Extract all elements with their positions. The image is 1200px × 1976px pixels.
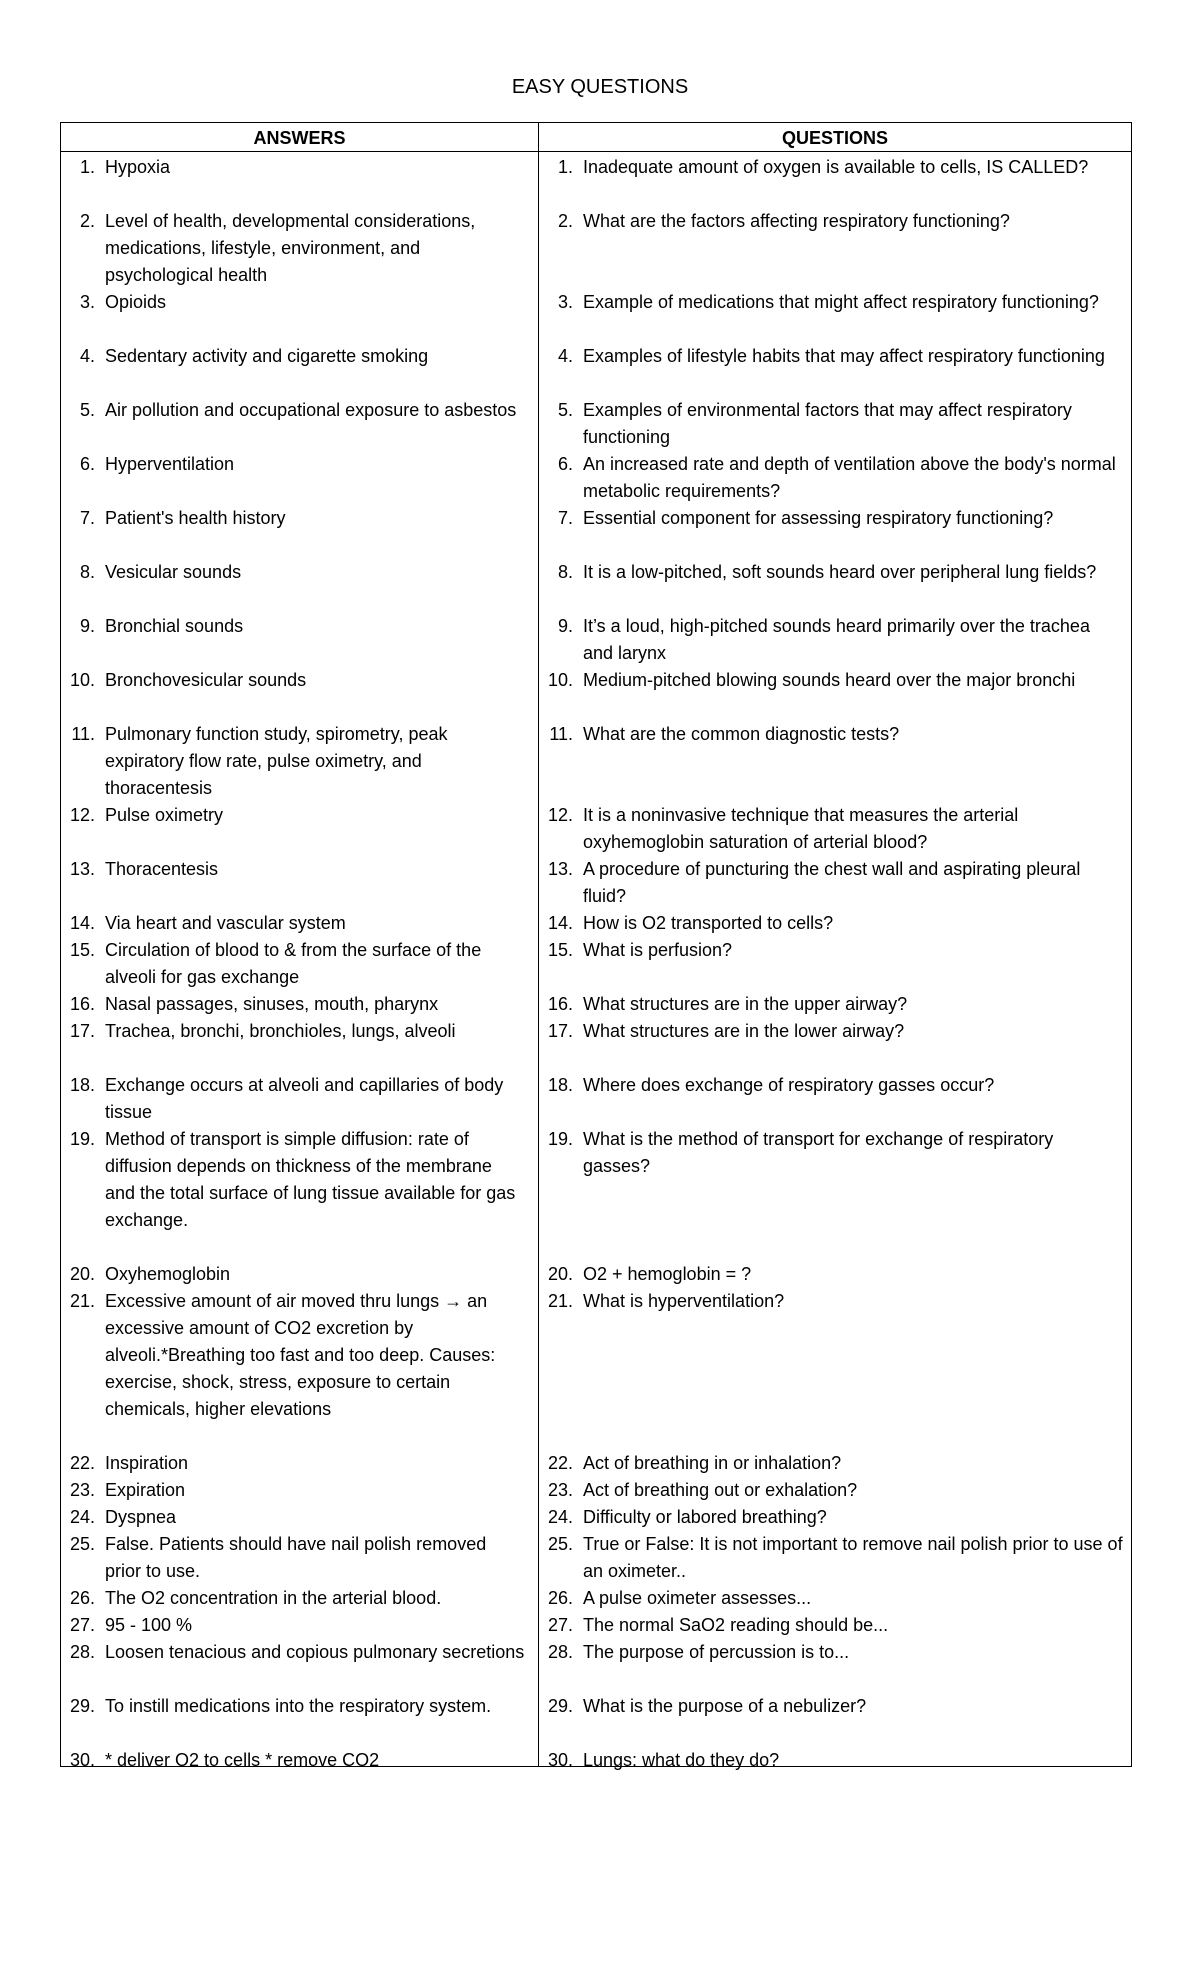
question-number: 19.	[547, 1129, 573, 1149]
answer-number: 10.	[69, 670, 95, 690]
question-number: 18.	[547, 1075, 573, 1095]
question-number: 30.	[547, 1750, 573, 1770]
answer-text: Bronchovesicular sounds	[105, 670, 307, 690]
answer-item	[79, 289, 525, 316]
question-number: 7.	[557, 508, 573, 528]
answer-text: Hypoxia	[105, 157, 171, 177]
answer-item	[71, 721, 525, 802]
answer-text: Thoracentesis	[105, 859, 219, 879]
question-text: Lungs: what do they do?	[583, 1750, 780, 1770]
answer-item	[79, 505, 525, 532]
answer-text: 95 - 100 %	[105, 1615, 193, 1635]
question-number: 21.	[547, 1291, 573, 1311]
question-item	[557, 397, 1123, 451]
answer-number: 28.	[69, 1642, 95, 1662]
answer-text: False. Patients should have nail polish removed prior to use.	[105, 1534, 487, 1581]
question-item	[557, 613, 1123, 667]
answer-number: 2.	[79, 211, 95, 231]
question-item	[547, 667, 1123, 694]
question-item	[557, 559, 1123, 586]
answer-text: Loosen tenacious and copious pulmonary secretions	[105, 1642, 525, 1662]
question-number: 20.	[547, 1264, 573, 1284]
answer-text: To instill medications into the respiratory system.	[105, 1696, 492, 1716]
answer-text: Patient's health history	[105, 508, 286, 528]
answer-text: Trachea, bronchi, bronchioles, lungs, alveoli	[105, 1021, 456, 1041]
answer-item	[69, 991, 525, 1018]
question-number: 3.	[557, 292, 573, 312]
question-item	[547, 1018, 1123, 1045]
page-title: EASY QUESTIONS	[511, 76, 689, 98]
answer-item	[69, 910, 525, 937]
answer-number: 30.	[69, 1750, 95, 1770]
answer-item	[69, 937, 525, 991]
question-text: It is a low-pitched, soft sounds heard over peripheral lung fields?	[583, 562, 1097, 582]
question-text: What are the common diagnostic tests?	[583, 724, 900, 744]
question-number: 14.	[547, 913, 573, 933]
question-text: Inadequate amount of oxygen is available to cells, IS CALLED?	[583, 157, 1089, 177]
question-text: What is hyperventilation?	[583, 1291, 785, 1311]
qa-table	[60, 122, 1132, 1770]
answer-item	[69, 667, 525, 694]
answer-text: Nasal passages, sinuses, mouth, pharynx	[105, 994, 439, 1014]
answer-number: 7.	[79, 508, 95, 528]
question-item	[547, 991, 1123, 1018]
question-item	[547, 1531, 1123, 1585]
question-item	[547, 1693, 1123, 1720]
answer-text: Method of transport is simple diffusion: rate of diffusion depends on thickness of the membrane and the total surface of lung tissue available for gas exchange.	[105, 1129, 516, 1230]
answer-item	[79, 343, 525, 370]
question-item	[547, 910, 1123, 937]
question-number: 6.	[557, 454, 573, 474]
answer-text: Pulmonary function study, spirometry, peak expiratory flow rate, pulse oximetry, and thoracentesis	[105, 724, 448, 798]
answer-item	[69, 1612, 525, 1639]
answer-number: 19.	[69, 1129, 95, 1149]
answer-number: 16.	[69, 994, 95, 1014]
question-item	[547, 1261, 1123, 1288]
question-number: 17.	[547, 1021, 573, 1041]
answer-number: 29.	[69, 1696, 95, 1716]
answer-text: Bronchial sounds	[105, 616, 244, 636]
header-rule	[61, 151, 1131, 152]
question-number: 9.	[557, 616, 573, 636]
question-number: 25.	[547, 1534, 573, 1554]
answer-item	[69, 1018, 525, 1045]
question-item	[557, 505, 1123, 532]
answer-text: Pulse oximetry	[105, 805, 224, 825]
answer-number: 11.	[71, 724, 95, 744]
answer-number: 4.	[79, 346, 95, 366]
question-item	[547, 1072, 1123, 1099]
question-number: 15.	[547, 940, 573, 960]
question-item	[549, 721, 1123, 748]
question-item	[547, 1612, 1123, 1639]
answer-item	[69, 1747, 525, 1774]
answer-item	[79, 397, 525, 424]
questions-header: QUESTIONS	[781, 128, 888, 148]
answer-item	[79, 154, 525, 181]
answer-text: Exchange occurs at alveoli and capillaries of body tissue	[105, 1075, 504, 1122]
question-text: Examples of lifestyle habits that may affect respiratory functioning	[583, 346, 1105, 366]
question-text: It is a noninvasive technique that measures the arterial oxyhemoglobin saturation of arterial blood?	[583, 805, 1019, 852]
question-item	[557, 343, 1123, 370]
question-number: 24.	[547, 1507, 573, 1527]
answer-text: Via heart and vascular system	[105, 913, 346, 933]
question-item	[547, 937, 1123, 964]
answer-text: The O2 concentration in the arterial blood.	[105, 1588, 442, 1608]
answer-item	[69, 1072, 525, 1126]
question-item	[557, 289, 1123, 316]
answer-item	[69, 1288, 525, 1423]
question-number: 13.	[547, 859, 573, 879]
answer-number: 5.	[79, 400, 95, 420]
question-number: 29.	[547, 1696, 573, 1716]
question-text: What is the purpose of a nebulizer?	[583, 1696, 867, 1716]
answer-text: Opioids	[105, 292, 167, 312]
question-text: What is perfusion?	[583, 940, 733, 960]
question-number: 10.	[547, 670, 573, 690]
question-number: 12.	[547, 805, 573, 825]
question-text: Examples of environmental factors that may affect respiratory functioning	[583, 400, 1072, 447]
answer-number: 23.	[69, 1480, 95, 1500]
question-number: 11.	[549, 724, 573, 744]
answer-item	[79, 613, 525, 640]
answer-number: 22.	[69, 1453, 95, 1473]
answer-text: Oxyhemoglobin	[105, 1264, 231, 1284]
answer-number: 12.	[69, 805, 95, 825]
question-text: A procedure of puncturing the chest wall and aspirating pleural fluid?	[583, 859, 1081, 906]
answer-number: 15.	[69, 940, 95, 960]
answer-item	[79, 559, 525, 586]
question-item	[547, 1504, 1123, 1531]
question-text: A pulse oximeter assesses...	[583, 1588, 812, 1608]
question-text: An increased rate and depth of ventilation above the body's normal metabolic requirements?	[583, 454, 1116, 501]
question-text: What is the method of transport for exchange of respiratory gasses?	[583, 1129, 1054, 1176]
question-number: 1.	[557, 157, 573, 177]
question-number: 22.	[547, 1453, 573, 1473]
question-item	[557, 208, 1123, 235]
question-text: The purpose of percussion is to...	[583, 1642, 850, 1662]
question-text: Difficulty or labored breathing?	[583, 1507, 827, 1527]
question-item	[547, 1585, 1123, 1612]
answer-number: 21.	[69, 1291, 95, 1311]
answer-text: * deliver O2 to cells * remove CO2	[105, 1750, 380, 1770]
answer-item	[79, 451, 525, 478]
answer-text: Circulation of blood to & from the surface of the alveoli for gas exchange	[105, 940, 482, 987]
question-number: 28.	[547, 1642, 573, 1662]
question-item	[547, 802, 1123, 856]
answer-item	[69, 1531, 525, 1585]
answer-item	[69, 1126, 525, 1234]
answer-number: 24.	[69, 1507, 95, 1527]
answer-item	[69, 1504, 525, 1531]
question-text: Medium-pitched blowing sounds heard over the major bronchi	[583, 670, 1076, 690]
answer-text: Level of health, developmental considerations, medications, lifestyle, environment, and psychological health	[105, 211, 476, 285]
question-text: It’s a loud, high-pitched sounds heard primarily over the trachea and larynx	[583, 616, 1090, 663]
question-number: 26.	[547, 1588, 573, 1608]
answer-item	[69, 1450, 525, 1477]
question-number: 23.	[547, 1480, 573, 1500]
answer-text: Dyspnea	[105, 1507, 177, 1527]
answer-text: Excessive amount of air moved thru lungs → an excessive amount of CO2 excretion by alveoli.*Breathing too fast and too deep. Causes: exercise, shock, stress, exposure to certain chemicals, higher elevations	[105, 1291, 496, 1419]
question-text: Example of medications that might affect respiratory functioning?	[583, 292, 1099, 312]
answer-number: 20.	[69, 1264, 95, 1284]
question-number: 2.	[557, 211, 573, 231]
answer-item	[69, 856, 525, 883]
question-text: How is O2 transported to cells?	[583, 913, 834, 933]
answer-item	[79, 208, 525, 289]
answer-number: 9.	[79, 616, 95, 636]
answer-number: 8.	[79, 562, 95, 582]
question-item	[547, 1477, 1123, 1504]
answer-text: Vesicular sounds	[105, 562, 242, 582]
answer-text: Sedentary activity and cigarette smoking	[105, 346, 429, 366]
answer-item	[69, 1585, 525, 1612]
answers-header: ANSWERS	[253, 128, 346, 148]
answer-number: 3.	[79, 292, 95, 312]
question-item	[557, 154, 1123, 181]
question-text: What are the factors affecting respiratory functioning?	[583, 211, 1010, 231]
answer-number: 1.	[79, 157, 95, 177]
answer-text: Expiration	[105, 1480, 186, 1500]
question-item	[547, 1639, 1123, 1666]
question-text: Where does exchange of respiratory gasses occur?	[583, 1075, 995, 1095]
question-text: What structures are in the upper airway?	[583, 994, 908, 1014]
question-item	[557, 451, 1123, 505]
answer-number: 27.	[69, 1615, 95, 1635]
question-text: The normal SaO2 reading should be...	[583, 1615, 889, 1635]
answer-number: 18.	[69, 1075, 95, 1095]
answer-number: 17.	[69, 1021, 95, 1041]
question-text: What structures are in the lower airway?	[583, 1021, 905, 1041]
answer-number: 25.	[69, 1534, 95, 1554]
answer-number: 26.	[69, 1588, 95, 1608]
question-text: Essential component for assessing respiratory functioning?	[583, 508, 1054, 528]
question-text: Act of breathing out or exhalation?	[583, 1480, 858, 1500]
question-item	[547, 856, 1123, 910]
answer-item	[69, 802, 525, 829]
question-item	[547, 1450, 1123, 1477]
answer-item	[69, 1261, 525, 1288]
answer-number: 6.	[79, 454, 95, 474]
question-item	[547, 1288, 1123, 1315]
question-number: 27.	[547, 1615, 573, 1635]
answer-item	[69, 1639, 525, 1666]
question-item	[547, 1126, 1123, 1180]
question-item	[547, 1747, 1123, 1774]
question-number: 4.	[557, 346, 573, 366]
column-divider	[538, 123, 539, 1766]
question-text: O2 + hemoglobin = ?	[583, 1264, 752, 1284]
question-number: 16.	[547, 994, 573, 1014]
answer-number: 14.	[69, 913, 95, 933]
answer-number: 13.	[69, 859, 95, 879]
answer-item	[69, 1693, 525, 1720]
question-number: 8.	[557, 562, 573, 582]
question-text: Act of breathing in or inhalation?	[583, 1453, 842, 1473]
question-number: 5.	[557, 400, 573, 420]
answer-item	[69, 1477, 525, 1504]
question-text: True or False: It is not important to remove nail polish prior to use of an oximeter..	[583, 1534, 1123, 1581]
answer-text: Inspiration	[105, 1453, 189, 1473]
answer-text: Hyperventilation	[105, 454, 235, 474]
answer-text: Air pollution and occupational exposure to asbestos	[105, 400, 517, 420]
